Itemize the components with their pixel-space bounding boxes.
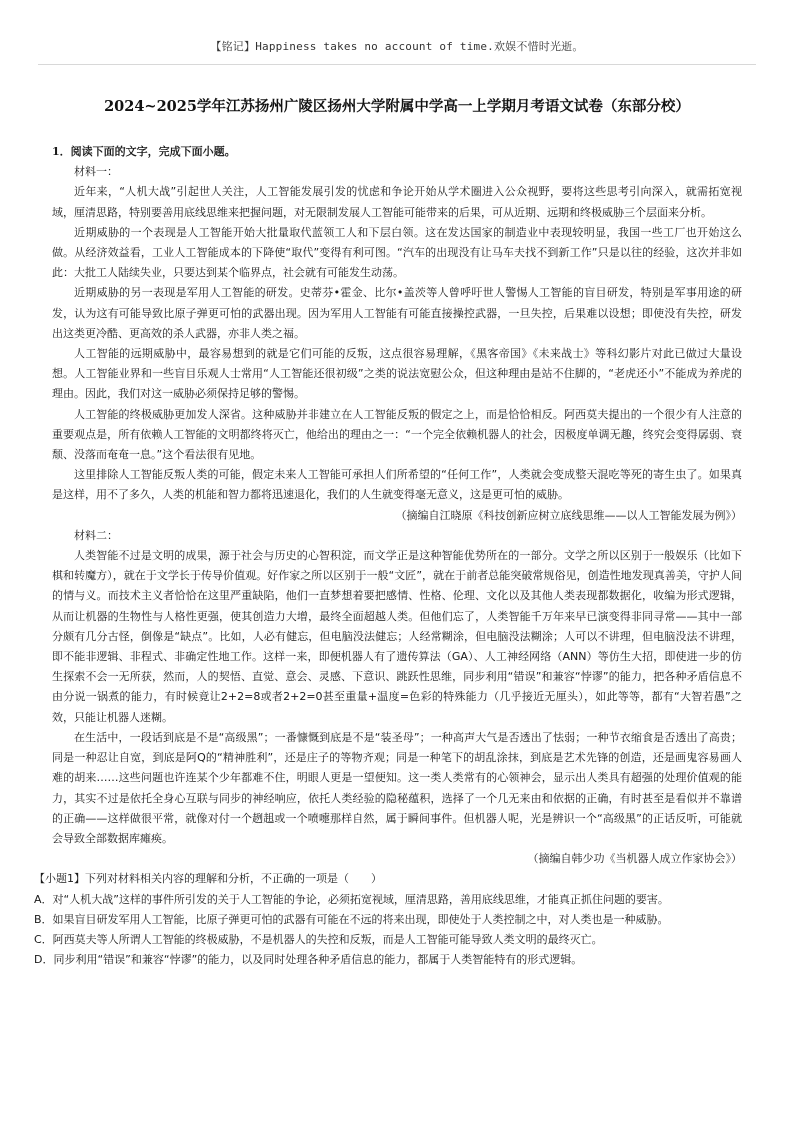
header-divider (38, 64, 756, 65)
question-heading: 1．阅读下面的文字，完成下面小题。 (52, 145, 236, 158)
option-b: B．如果盲目研发军用人工智能，比原子弹更可怕的武器有可能在不远的将来出现，即使处于人类控制之中，对人类也是一种威胁。 (34, 912, 669, 926)
material-one-paragraph: 近期威胁的一个表现是人工智能开始大批量取代蓝领工人和下层白领。这在发达国家的制造业中表现较明显，我国一些工厂也开始这么做。从经济效益看，工业人工智能成本的下降使“取代”变得有利可图。“汽车的出现没有让马车夫找不到新工作”只是以往的经验，这次并非如此：大批工人陆续失业，只要达到某个临界点，社会就有可能发生动荡。 (52, 225, 742, 280)
material-one-paragraph: 近年来，“人机大战”引起世人关注，人工智能发展引发的忧虑和争论开始从学术圈进入公众视野，要将这些思考引向深入，就需拓宽视域，厘清思路，特别要善用底线思维来把握问题，对无限制发展人工智能可能带来的后果，可从近期、远期和终极威胁三个层面来分析。 (52, 185, 742, 219)
material-two-label: 材料二： (74, 528, 118, 542)
material-one-label: 材料一： (74, 165, 118, 179)
page-title: 2024~2025学年江苏扬州广陵区扬州大学附属中学高一上学期月考语文试卷（东部分校） (104, 98, 690, 115)
page-header-motto: 【铭记】Happiness takes no account of time.欢娱不惜时光逝。 (210, 40, 584, 53)
material-two-source: （摘编自韩少功《当机器人成立作家协会》） (527, 852, 742, 866)
material-one-paragraph: 这里排除人工智能反叛人类的可能，假定未来人工智能可承担人们所希望的“任何工作”，人类就会变成整天混吃等死的寄生虫了。如果真是这样，用不了多久，人类的机能和智力都将迅速退化，我们的人生就变得毫无意义，这是更可怕的威胁。 (52, 468, 742, 502)
material-one-source: （摘编自江晓原《科技创新应树立底线思维——以人工智能发展为例》） (395, 508, 742, 522)
material-one-paragraph: 近期威胁的另一表现是军用人工智能的研发。史蒂芬•霍金、比尔•盖茨等人曾呼吁世人警惕人工智能的盲目研发，特别是军事用途的研发，认为这有可能导致比原子弹更可怕的武器出现。因为军用人工智能有可能直接操控武器，一旦失控，后果难以设想；即使没有失控，研发出这类更冷酷、更高效的杀人武器，亦非人类之福。 (52, 286, 742, 340)
material-one-paragraph: 人工智能的终极威胁更加发人深省。这种威胁并非建立在人工智能反叛的假定之上，而是恰恰相反。阿西莫夫提出的一个很少有人注意的重要观点是，所有依赖人工智能的文明都终将灭亡，他给出的理由之一：“一个完全依赖机器人的社会，因极度单调无趣，终究会变得孱弱、衰颓、没落而奄奄一息。”这个看法很有见地。 (52, 407, 742, 462)
question-body (34, 142, 742, 970)
option-a: A．对“人机大战”这样的事件所引发的关于人工智能的争论，必须拓宽视域，厘清思路，善用底线思维，才能真正抓住问题的要害。 (34, 892, 669, 906)
material-two-paragraph: 在生活中，一段话到底是不是“高级黑”；一番慷慨到底是不是“装圣母”；一种高声大气是否透出了怯弱；一种节衣缩食是否透出了高贵；同是一种忍让自宽，到底是阿Q的“精神胜利”，还是庄子的等物齐观；同是一种笔下的胡乱涂抹，到底是艺术先锋的创造，还是画鬼容易画人难的胡来……这些问题也许连某个少年都难不住，明眼人更是一望便知。这一类人类常有的心领神会，显示出人类具有超强的处理价值观的能力，其实不过是依托全身心互联与同步的神经响应，依托人类经验的隐秘蕴积，选择了一个几无来由和依据的正确，有时甚至是看似并不靠谱的正确——这样做很平常，就像对付一个趔趄或一个喷嚏那样自然，属于瞬间事件。但机器人呢，光是辨识一个“高级黑”的正话反听，可能就会导致全部数据库瘫痪。 (52, 730, 742, 845)
option-d: D．同步利用“错误”和兼容“悖谬”的能力，以及同时处理各种矛盾信息的能力，都属于人类智能特有的形式逻辑。 (34, 953, 583, 967)
subquestion-stem: 【小题1】下列对材料相关内容的理解和分析，不正确的一项是（ ） (34, 872, 382, 886)
material-two-paragraph: 人类智能不过是文明的成果，源于社会与历史的心智积淀，而文学正是这种智能优势所在的一部分。文学之所以区别于一般娱乐（比如下棋和转魔方），就在于文学长于传导价值观。好作家之所以区别于一般“文匠”，就在于前者总能突破常规俗见，创造性地发现真善美，守护人间的情与义。而技术主义者恰恰在这里严重缺陷，他们一直梦想着要把感情、性格、伦理、文化以及其他人类表现都数据化，收编为形式逻辑，从而让机器的生物性与人格性更强，使其创造力大增，最终全面超越人类。但他们忘了，人类智能千万年来早已演变得非同寻常——其中一部分颇有几分古怪，倒像是“缺点”。比如，人必有健忘，但电脑没法健忘；人经常糊涂，但电脑没法糊涂；人可以不讲理，但电脑没法不讲理，即不能非逻辑、非程式、非确定性地工作。这样一来，即便机器人有了遗传算法（GA）、人工神经网络（ANN）等仿生大招，即使进一步的仿生探索不会一无所获，然而，人的契悟、直觉、意会、灵感、下意识、跳跃性思维，同步利用“错误”和兼容“悖谬”的能力，把各种矛盾信息不由分说一锅煮的能力，有时候竟让2+2=8或者2+2=0甚至重量+温度=色彩的特殊能力（几乎接近无厘头），如此等等，都有“大智若愚”之效，只能让机器人迷糊。 (52, 549, 742, 724)
material-one-paragraph: 人工智能的远期威胁中，最容易想到的就是它们可能的反叛，这点很容易理解，《黑客帝国》《未来战士》等科幻影片对此已做过大量设想。人工智能业界和一些盲目乐观人士常用“人工智能还很初级”之类的说法宽慰公众，但这种理由是站不住脚的，“老虎还小”不能成为养虎的理由。因此，我们对这一威胁必须保持足够的警惕。 (52, 347, 742, 401)
option-c: C．阿西莫夫等人所谓人工智能的终极威胁，不是机器人的失控和反叛，而是人工智能可能导致人类文明的最终灭亡。 (34, 932, 603, 946)
